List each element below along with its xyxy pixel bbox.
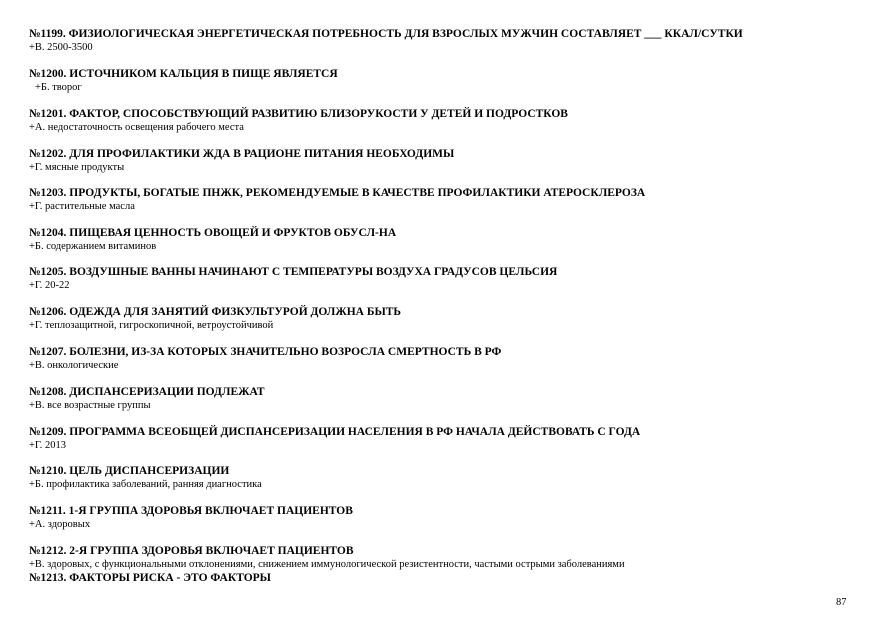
question-answer: +В. все возрастные группы (29, 400, 151, 411)
question-answer: +Г. мясные продукты (29, 162, 125, 173)
question-1206 (29, 305, 869, 333)
question-answer: +В. онкологические (29, 360, 119, 371)
question-answer: +Г. 2013 (29, 440, 67, 451)
question-title: №1212. 2-Я ГРУППА ЗДОРОВЬЯ ВКЛЮЧАЕТ ПАЦИЕНТОВ (29, 545, 354, 557)
question-1211 (29, 504, 869, 532)
question-title: №1202. ДЛЯ ПРОФИЛАКТИКИ ЖДА В РАЦИОНЕ ПИТАНИЯ НЕОБХОДИМЫ (29, 148, 455, 160)
question-1202 (29, 147, 869, 175)
question-title: №1213. ФАКТОРЫ РИСКА - ЭТО ФАКТОРЫ (29, 572, 271, 584)
question-title: №1206. ОДЕЖДА ДЛЯ ЗАНЯТИЙ ФИЗКУЛЬТУРОЙ ДОЛЖНА БЫТЬ (29, 306, 402, 318)
question-answer: +Г. теплозащитной, гигроскопичной, ветроустойчивой (29, 320, 274, 331)
question-title: №1209. ПРОГРАММА ВСЕОБЩЕЙ ДИСПАНСЕРИЗАЦИИ НАСЕЛЕНИЯ В РФ НАЧАЛА ДЕЙСТВОВАТЬ С ГОДА (29, 426, 641, 438)
question-1212 (29, 544, 869, 572)
question-title: №1205. ВОЗДУШНЫЕ ВАННЫ НАЧИНАЮТ С ТЕМПЕРАТУРЫ ВОЗДУХА ГРАДУСОВ ЦЕЛЬСИЯ (29, 266, 558, 278)
question-1207 (29, 345, 869, 373)
question-1208 (29, 385, 869, 413)
question-1200 (29, 67, 869, 95)
question-1201 (29, 107, 869, 135)
page-number: 87 (836, 597, 847, 608)
question-title: №1199. ФИЗИОЛОГИЧЕСКАЯ ЭНЕРГЕТИЧЕСКАЯ ПОТРЕБНОСТЬ ДЛЯ ВЗРОСЛЫХ МУЖЧИН СОСТАВЛЯЕТ ___ ККАЛ/СУТКИ (29, 28, 743, 40)
question-answer: +А. здоровых (29, 519, 91, 530)
question-answer: +Б. содержанием витаминов (29, 241, 157, 252)
question-1203 (29, 186, 869, 214)
question-1205 (29, 265, 869, 293)
question-title: №1211. 1-Я ГРУППА ЗДОРОВЬЯ ВКЛЮЧАЕТ ПАЦИЕНТОВ (29, 505, 353, 517)
question-answer: +Б. профилактика заболеваний, ранняя диагностика (29, 479, 262, 490)
question-title: №1204. ПИЩЕВАЯ ЦЕННОСТЬ ОВОЩЕЙ И ФРУКТОВ ОБУСЛ-НА (29, 227, 397, 239)
question-answer: +В. здоровых, с функциональными отклонениями, снижением иммунологической резистентности, частыми острыми заболеваниями (29, 559, 625, 570)
question-title: №1200. ИСТОЧНИКОМ КАЛЬЦИЯ В ПИЩЕ ЯВЛЯЕТСЯ (29, 68, 338, 80)
question-title: №1208. ДИСПАНСЕРИЗАЦИИ ПОДЛЕЖАТ (29, 386, 265, 398)
question-1204 (29, 226, 869, 254)
question-1209 (29, 425, 869, 453)
question-answer: +Г. растительные масла (29, 201, 135, 212)
question-title: №1207. БОЛЕЗНИ, ИЗ-ЗА КОТОРЫХ ЗНАЧИТЕЛЬНО ВОЗРОСЛА СМЕРТНОСТЬ В РФ (29, 346, 502, 358)
question-answer: +Б. творог (35, 82, 82, 93)
question-answer: +А. недостаточность освещения рабочего места (29, 122, 244, 133)
question-1210 (29, 464, 869, 492)
question-title: №1203. ПРОДУКТЫ, БОГАТЫЕ ПНЖК, РЕКОМЕНДУЕМЫЕ В КАЧЕСТВЕ ПРОФИЛАКТИКИ АТЕРОСКЛЕРОЗА (29, 187, 646, 199)
question-answer: +Г. 20-22 (29, 280, 70, 291)
question-title: №1201. ФАКТОР, СПОСОБСТВУЮЩИЙ РАЗВИТИЮ БЛИЗОРУКОСТИ У ДЕТЕЙ И ПОДРОСТКОВ (29, 108, 568, 120)
question-title: №1210. ЦЕЛЬ ДИСПАНСЕРИЗАЦИИ (29, 465, 230, 477)
question-1213 (29, 571, 869, 585)
question-1199 (29, 27, 869, 55)
question-answer: +В. 2500-3500 (29, 42, 93, 53)
